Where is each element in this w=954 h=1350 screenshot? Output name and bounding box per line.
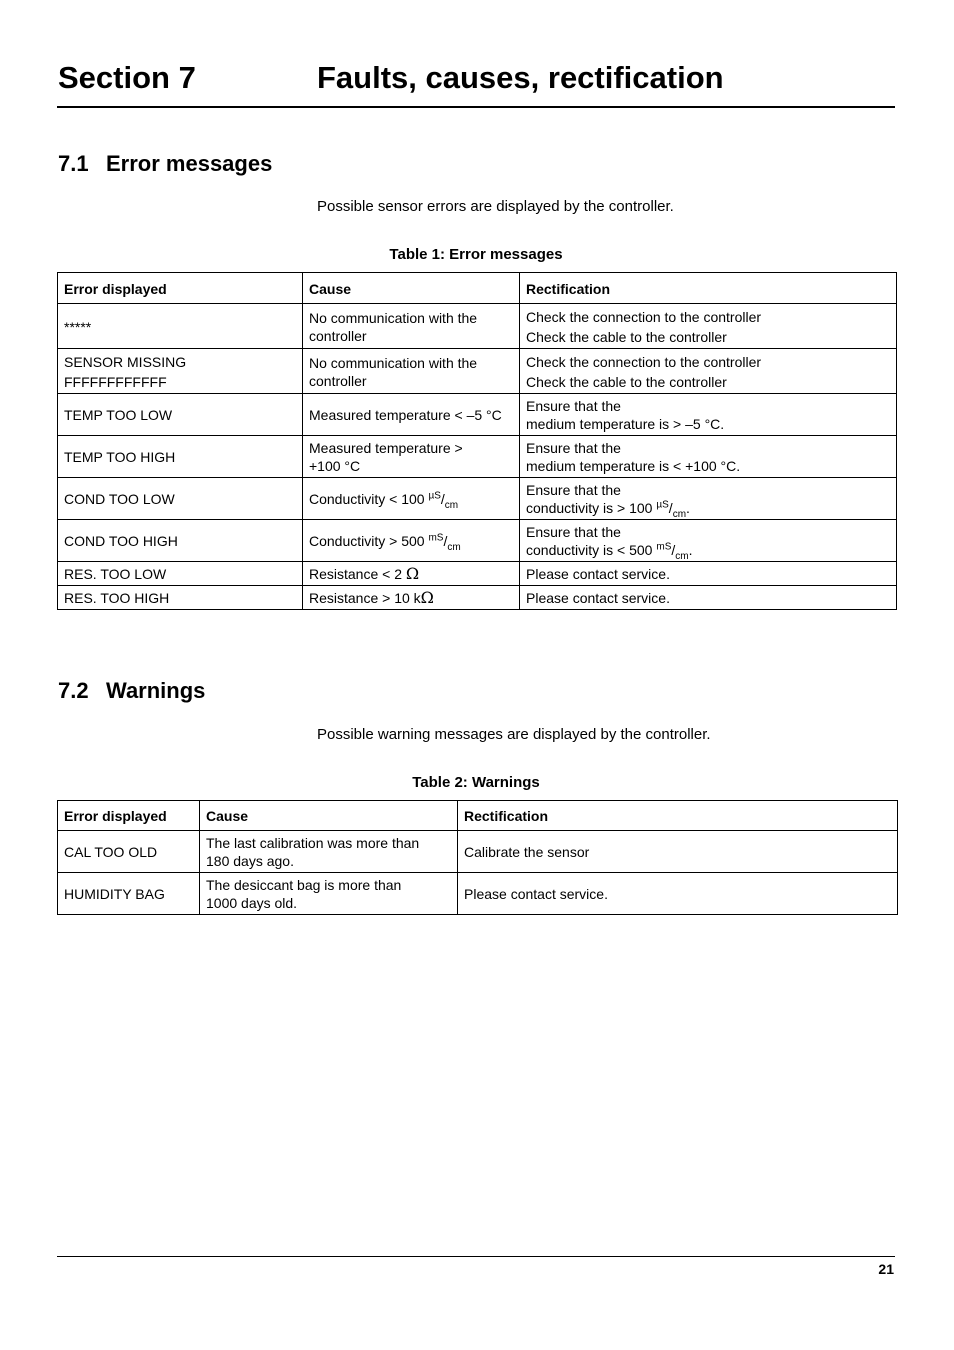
rectification-text: Check the connection to the controller xyxy=(526,308,762,325)
rectification-text: medium temperature is > –5 °C. xyxy=(526,416,725,432)
rectification-text: . xyxy=(688,542,693,558)
cause-text: The last calibration was more than xyxy=(206,835,420,851)
cause-cell xyxy=(200,873,458,915)
error-cell: CAL TOO OLD xyxy=(58,831,200,873)
table-header-row xyxy=(58,273,897,304)
error-cell xyxy=(58,436,303,478)
rectification-text: Ensure that the xyxy=(526,482,621,498)
rectification-text: Please contact service. xyxy=(526,590,670,606)
header-rectification: Rectification xyxy=(458,801,898,831)
rectification-text: Ensure that the xyxy=(526,398,621,414)
heading-warnings xyxy=(58,678,205,704)
cause-text: The desiccant bag is more than xyxy=(206,877,402,893)
cause-cell xyxy=(303,586,520,610)
rectification-text: Check the cable to the controller xyxy=(526,328,727,345)
unit-denominator: cm xyxy=(672,508,687,520)
error-text: RES. TOO LOW xyxy=(64,566,167,582)
error-text: SENSOR MISSING xyxy=(64,353,187,370)
ohm-symbol: Ω xyxy=(405,564,420,583)
cause-cell: Conductivity > 500 $^{mS}/_{cm}$ xyxy=(303,520,520,562)
cause-text: Resistance < 2 xyxy=(309,566,406,582)
page-number: 21 xyxy=(878,1261,894,1277)
cause-text: controller xyxy=(309,372,367,389)
error-text: COND TOO LOW xyxy=(64,491,175,507)
rectification-cell xyxy=(520,586,897,610)
section-number: Section 7 xyxy=(58,60,196,95)
rectification-text: Check the connection to the controller xyxy=(526,353,762,370)
rectification-cell xyxy=(520,349,897,394)
heading-error-messages xyxy=(58,151,272,177)
rectification-text: conductivity is > 100 xyxy=(526,500,657,516)
cause-cell xyxy=(303,562,520,586)
unit-denominator: cm xyxy=(447,541,461,553)
rectification-cell: Ensure that the conductivity is > 100 $^{\mu S}/_{cm}$. xyxy=(520,478,897,520)
cause-text: +100 °C xyxy=(309,458,361,474)
cause-text: Conductivity > 500 xyxy=(309,533,429,549)
cause-text: Measured temperature > xyxy=(309,440,463,456)
error-cell xyxy=(58,304,303,349)
error-text: RES. TOO HIGH xyxy=(64,590,170,606)
table-row xyxy=(58,873,898,915)
ohm-symbol: Ω xyxy=(420,588,434,607)
rectification-text: conductivity is < 500 xyxy=(526,542,657,558)
cause-text: Measured temperature < –5 °C xyxy=(309,407,502,423)
warnings-table xyxy=(57,800,898,915)
rectification-cell: Calibrate the sensor xyxy=(458,831,898,873)
cause-cell xyxy=(200,831,458,873)
error-cell xyxy=(58,586,303,610)
heading-number: 7.2 xyxy=(58,678,89,703)
table-row xyxy=(58,478,897,520)
header-error-displayed: Error displayed xyxy=(58,273,303,304)
cause-text: 180 days ago. xyxy=(206,853,294,869)
header-cause: Cause xyxy=(200,801,458,831)
rectification-text: . xyxy=(686,500,690,516)
rectification-cell xyxy=(520,304,897,349)
intro-text: Possible warning messages are displayed by the controller. xyxy=(317,726,711,743)
table-row xyxy=(58,304,897,349)
rectification-text: Check the cable to the controller xyxy=(526,373,727,390)
unit-denominator: cm xyxy=(444,499,459,511)
error-text: COND TOO HIGH xyxy=(64,533,178,549)
error-text: TEMP TOO LOW xyxy=(64,407,173,423)
cause-cell xyxy=(303,304,520,349)
error-cell xyxy=(58,520,303,562)
cause-text: Conductivity < 100 xyxy=(309,491,429,507)
error-text: FFFFFFFFFFFF xyxy=(64,373,167,390)
table-row xyxy=(58,520,897,562)
error-messages-table xyxy=(57,272,897,610)
unit-numerator: µS xyxy=(656,499,669,511)
table-row xyxy=(58,562,897,586)
table-caption: Table 1: Error messages xyxy=(389,246,563,263)
table-row xyxy=(58,436,897,478)
cause-text: controller xyxy=(309,327,367,344)
rectification-cell xyxy=(520,562,897,586)
rectification-text: Ensure that the xyxy=(526,440,621,456)
error-text: TEMP TOO HIGH xyxy=(64,449,176,465)
error-cell: HUMIDITY BAG xyxy=(58,873,200,915)
unit-denominator: cm xyxy=(675,550,689,562)
section-title: Faults, causes, rectification xyxy=(317,60,724,95)
error-text: ***** xyxy=(64,318,92,335)
cause-text: Resistance > 10 k xyxy=(309,590,421,606)
heading-number: 7.1 xyxy=(58,151,89,176)
table-row xyxy=(58,586,897,610)
cause-text: No communication with the xyxy=(309,354,478,371)
rectification-text: Ensure that the xyxy=(526,524,621,540)
table-caption: Table 2: Warnings xyxy=(412,774,540,791)
heading-text: Error messages xyxy=(106,151,273,176)
table-row xyxy=(58,349,897,394)
cause-text: No communication with the xyxy=(309,309,478,326)
cause-cell: Conductivity < 100 $^{\mu S}/_{cm}$ xyxy=(303,478,520,520)
table-header-row xyxy=(58,801,898,831)
rectification-cell: Ensure that the conductivity is < 500 $^{mS}/_{cm}$. xyxy=(520,520,897,562)
cause-cell xyxy=(303,349,520,394)
error-cell xyxy=(58,394,303,436)
error-cell xyxy=(58,478,303,520)
heading-text: Warnings xyxy=(106,678,206,703)
unit-numerator: µS xyxy=(428,490,441,502)
error-cell xyxy=(58,562,303,586)
rectification-text: Please contact service. xyxy=(526,566,670,582)
rectification-cell xyxy=(520,394,897,436)
rectification-cell xyxy=(520,436,897,478)
header-error-displayed: Error displayed xyxy=(58,801,200,831)
cause-cell xyxy=(303,436,520,478)
intro-text: Possible sensor errors are displayed by the controller. xyxy=(317,198,674,215)
header-rectification: Rectification xyxy=(520,273,897,304)
unit-numerator: mS xyxy=(656,541,672,553)
cause-text: 1000 days old. xyxy=(206,895,298,911)
header-cause: Cause xyxy=(303,273,520,304)
footer-divider xyxy=(57,1256,895,1257)
table-row xyxy=(58,831,898,873)
table-row xyxy=(58,394,897,436)
cause-cell xyxy=(303,394,520,436)
error-cell xyxy=(58,349,303,394)
section-divider xyxy=(57,106,895,108)
unit-numerator: mS xyxy=(428,532,444,544)
rectification-cell: Please contact service. xyxy=(458,873,898,915)
rectification-text: medium temperature is < +100 °C. xyxy=(526,458,741,474)
